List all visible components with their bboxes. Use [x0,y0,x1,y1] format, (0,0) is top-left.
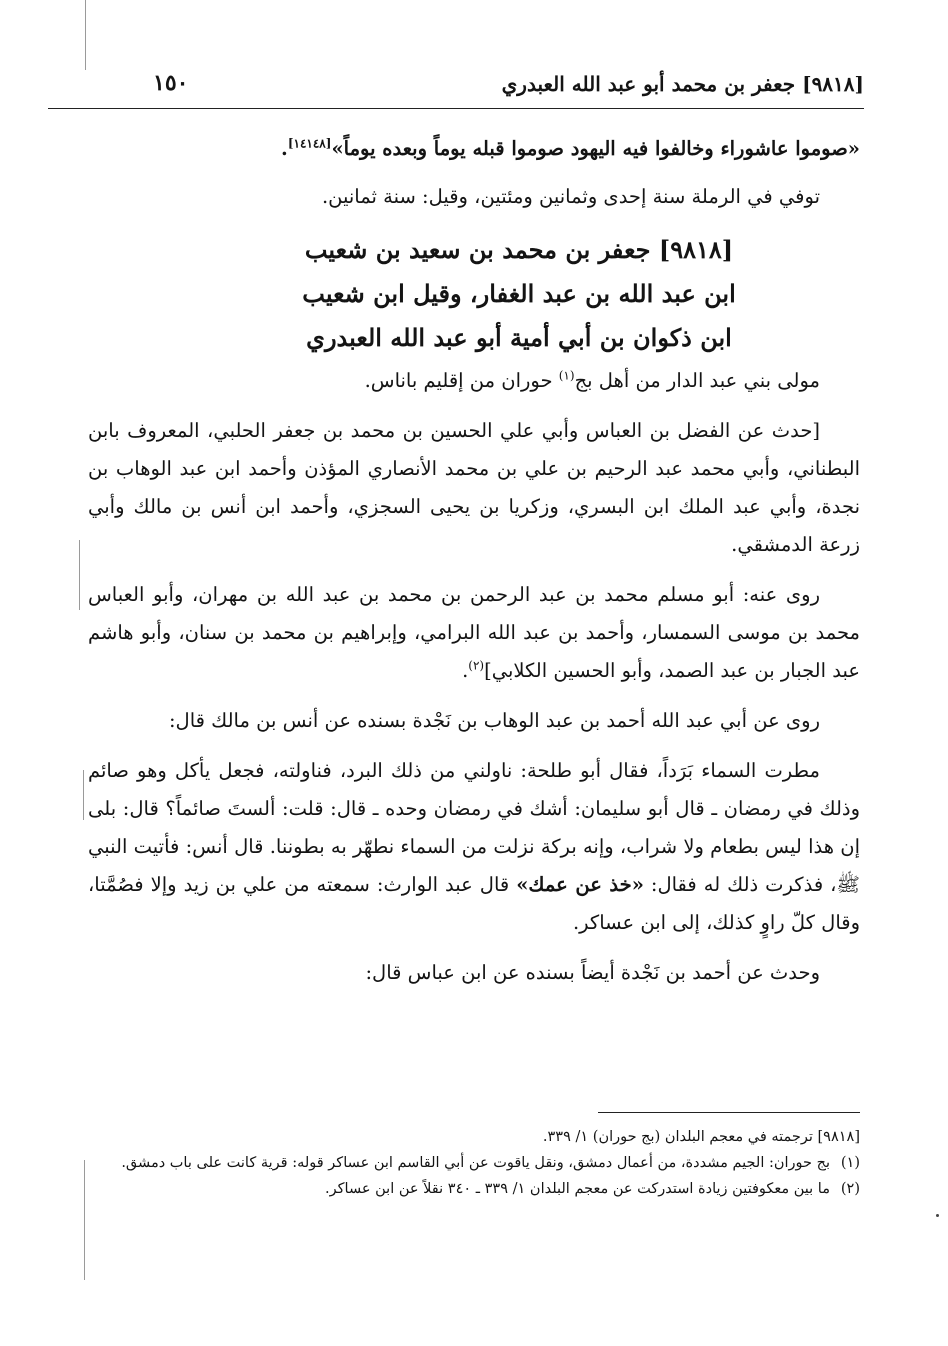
isnad-paragraph-2: وحدث عن أحمد بن نَجْدة أيضاً بسنده عن ابن عباس قال: [365,961,820,984]
entry-heading-line-1: [٩٨١٨] جعفر بن محمد بن سعيد بن شعيب [304,235,734,264]
origin-text: مولى بني عبد الدار من أهل بج [574,369,820,392]
scan-edge-line [83,770,84,820]
footnotes [88,1112,860,1202]
hadith-line [88,130,860,168]
footnote-1-text: بج حوران: الجيم مشددة، من أعمال دمشق، ونقل ياقوت عن أبي القاسم ابن عساكر قوله: قرية كانت على باب دمشق. [121,1155,830,1171]
isnad-paragraph-1: روى عن أبي عبد الله أحمد بن عبد الوهاب بن نَجْدة بسنده عن أنس بن مالك قال: [168,709,820,732]
footnote-2-text: ما بين معكوفتين زيادة استدركت عن معجم البلدان ١/ ٣٣٩ ـ ٣٤٠ نقلاً عن ابن عساكر. [325,1181,830,1197]
death-note: توفي في الرملة سنة إحدى وثمانين ومئتين، وقيل: سنة ثمانين. [321,185,820,208]
narrated-by-end: . [462,659,469,682]
footnote-ref-1[interactable]: (١) [558,368,575,383]
hadith-number: [١٤١٤٨] [287,136,332,151]
running-title: [٩٨١٨] جعفر بن محمد أبو عبد الله العبدري [501,72,864,96]
entry-heading-line-2: ابن عبد الله بن عبد الغفار، وقيل ابن شعيب [302,279,736,308]
footnote-2 [88,1176,860,1202]
footnote-2-number: (٢) [840,1181,860,1197]
footnote-1-number: (١) [840,1155,860,1171]
scan-edge-line [79,540,80,610]
prophet-quote: «خذ عن عمك» [516,873,644,896]
story-text-end: قال عبد الوارث: سمعته من علي بن زيد وإلا فصُمَّتا، وقال كلّ راوٍ كذلك، إلى ابن عساكر. [88,873,860,934]
scan-edge-line [85,0,86,70]
hadith-text: «صوموا عاشوراء وخالفوا فيه اليهود صوموا قبله يوماً وبعده يوماً» [331,137,860,160]
entry-heading-line-3: ابن ذكوان بن أبي أمية أبو عبد الله العبدري [306,323,732,352]
footnote-ref-2[interactable]: (٢) [468,658,485,673]
footnote-entry-source: [٩٨١٨] ترجمته في معجم البلدان (بج حوران) ١/ ٣٣٩. [542,1129,860,1145]
main-text [88,130,860,1004]
narrated-from-paragraph: [حدث عن الفضل بن العباس وأبي علي الحسين بن محمد بن جعفر الحلبي، المعروف بابن البطناني، وأبي محمد عبد الرحيم بن علي بن محمد الأنصاري المؤذن وأحمد ابن عبد الوهاب بن نجدة، وأبي عبد الملك ابن البسري، وزكريا بن يحيى السجزي، وأحمد ابن أنس بن مالك وأبي زرعة الدمشقي. [88,419,860,556]
hadith-end: . [281,137,288,160]
story-text: مطرت السماء بَرَداً، فقال أبو طلحة: ناولني من ذلك البرد، فناولته، فجعل يأكل وهو صائم وذلك في رمضان ـ قال أبو سليمان: أشك في رمضان وحده ـ قال: قلت: ألستَ صائماً؟ قال: بلى إن هذا ليس بطعام ولا شراب، وإنه بركة نزلت من السماء نطهّر به بطوننا. قال أنس: فأتيت النبي ﷺ، فذكرت ذلك له فقال: [88,759,860,896]
footnote-1 [88,1150,860,1176]
origin-text-end: حوران من إقليم باناس. [364,369,559,392]
footnote-divider [598,1112,860,1113]
story-paragraph [88,752,860,942]
origin-paragraph [88,362,860,400]
page-number: ١٥٠ [153,70,189,96]
scan-speck [936,1214,939,1217]
entry-heading [88,228,860,360]
page-header [48,68,864,109]
scan-edge-line [84,1160,85,1280]
narrated-by-text: روى عنه: أبو مسلم محمد بن عبد الرحمن بن محمد بن عبد الله بن مهران، وأبو العباس محمد بن موسى السمسار، وأحمد بن عبد الله البرامي، وإبراهيم بن محمد بن سنان، وأبو هاشم عبد الجبار بن عبد الصمد، وأبو الحسين الكلابي] [88,583,860,682]
narrated-by-paragraph [88,576,860,690]
